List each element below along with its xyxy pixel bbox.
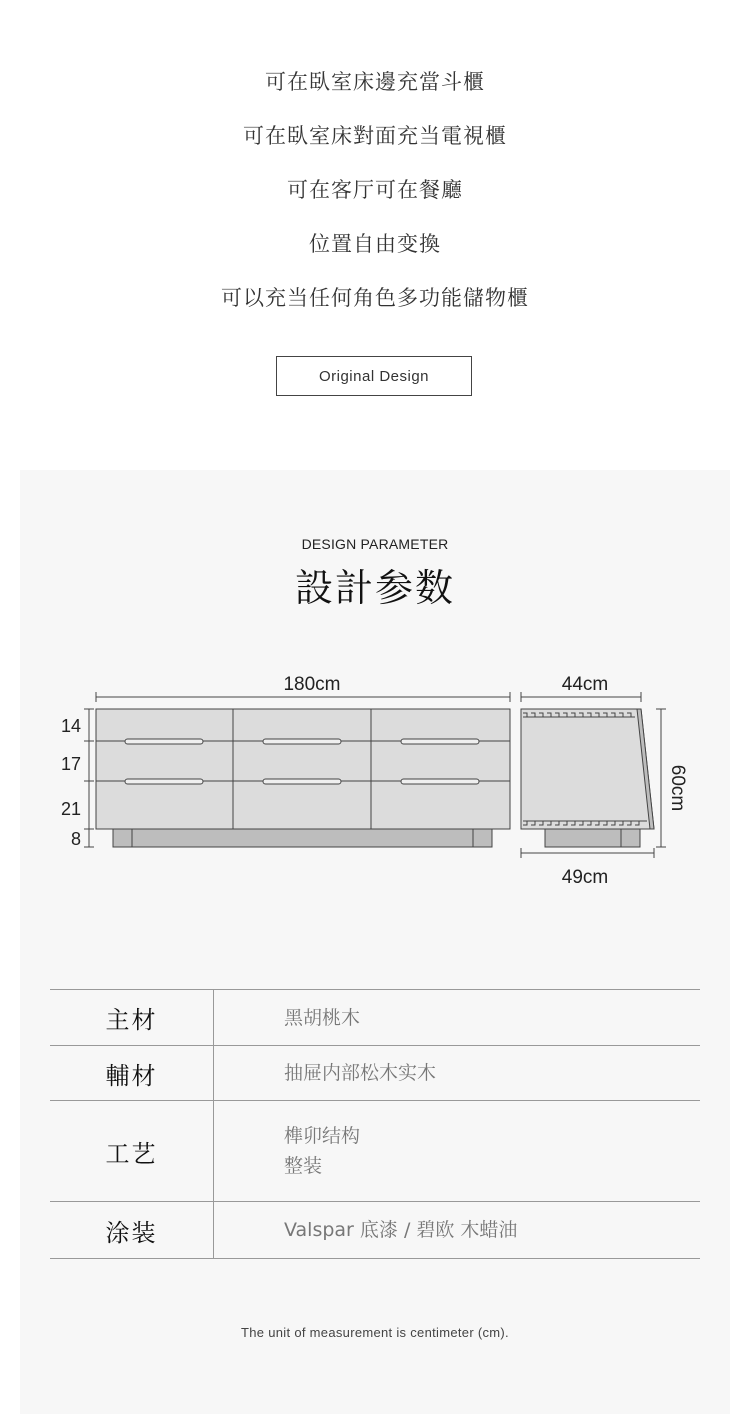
intro-line: 位置自由变換 <box>309 232 441 256</box>
spec-label: 工艺 <box>50 1101 214 1201</box>
spec-value <box>214 1101 700 1201</box>
table-row <box>50 1046 700 1101</box>
height-label: 60cm <box>667 764 688 812</box>
spec-value <box>214 990 700 1045</box>
row-height-label: 14 <box>60 716 81 736</box>
spec-value-line: Valspar 底漆 / 碧欧 木蜡油 <box>284 1219 518 1241</box>
spec-value-line: 抽屉内部松木实木 <box>284 1062 437 1084</box>
spec-value-line: 整装 <box>284 1155 323 1177</box>
table-row <box>50 1202 700 1259</box>
row-height-label: 8 <box>70 829 81 849</box>
spec-table <box>50 989 700 1259</box>
dimension-drawing <box>0 660 750 900</box>
table-row <box>50 1101 700 1202</box>
section-subtitle: DESIGN PARAMETER <box>301 536 449 552</box>
cabinet-base <box>113 829 492 847</box>
spec-value <box>214 1202 700 1258</box>
spec-label: 主材 <box>50 990 214 1045</box>
depth-bottom-dimension <box>521 848 654 858</box>
row-height-label: 17 <box>60 754 81 774</box>
spec-value-line: 黑胡桃木 <box>284 1006 361 1029</box>
drawer-handle <box>263 739 341 744</box>
intro-line: 可在臥室床邊充當斗櫃 <box>265 70 485 94</box>
section-title: 設計参数 <box>294 566 455 610</box>
width-label: 180cm <box>283 674 341 695</box>
spec-label: 涂装 <box>50 1202 214 1258</box>
depth-bottom-label: 49cm <box>561 867 609 888</box>
cabinet-side <box>521 709 654 829</box>
spec-value <box>214 1046 700 1100</box>
intro-line: 可以充当任何角色多功能儲物櫃 <box>221 286 529 310</box>
height-dimension-right <box>656 709 666 847</box>
table-row <box>50 990 700 1046</box>
drawer-handle <box>401 779 479 784</box>
height-dimension-left <box>84 709 94 847</box>
depth-top-label: 44cm <box>561 674 609 695</box>
drawer-handle <box>125 779 203 784</box>
side-base <box>545 829 640 847</box>
cabinet-front <box>96 709 510 829</box>
intro-line: 可在臥室床對面充当電視櫃 <box>243 124 507 148</box>
drawer-handle <box>401 739 479 744</box>
spec-label: 輔材 <box>50 1046 214 1100</box>
drawer-handle <box>125 739 203 744</box>
drawer-handle <box>263 779 341 784</box>
original-design-button[interactable]: Original Design <box>276 356 472 396</box>
spec-value-line: 榫卯结构 <box>284 1125 361 1147</box>
intro-line: 可在客厅可在餐廳 <box>287 178 463 202</box>
unit-footnote: The unit of measurement is centimeter (cm). <box>241 1325 509 1340</box>
row-height-label: 21 <box>60 799 81 819</box>
